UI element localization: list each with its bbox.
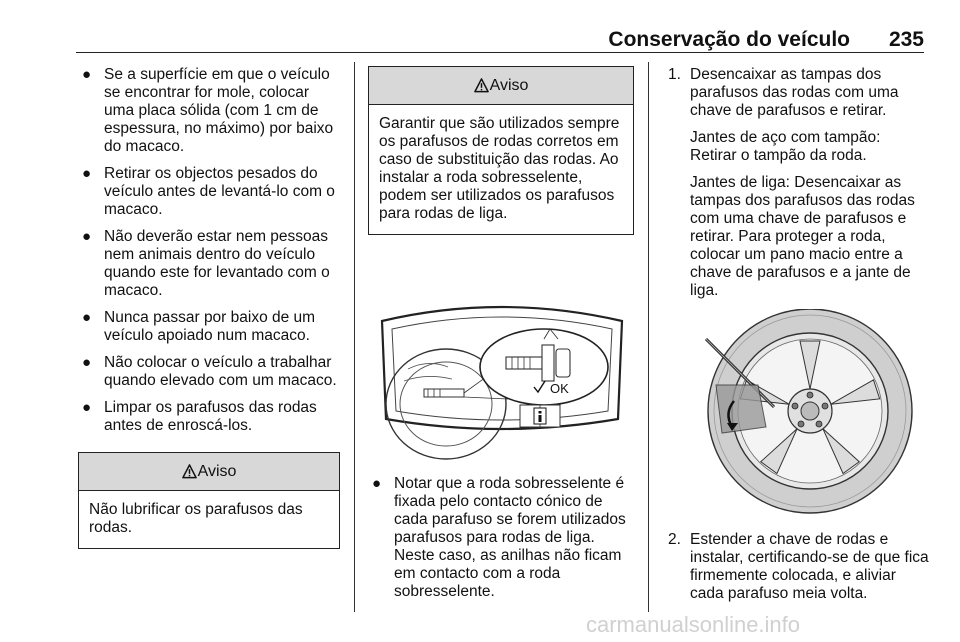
manual-info-icon — [520, 405, 560, 427]
warning-text: Garantir que são utilizados sempre os parafusos de rodas corretos em caso de substituição das rodas. Ao instalar a roda sobresselente, podem ser utilizados os parafusos para rodas de liga. — [379, 115, 620, 222]
bullet-list — [78, 66, 340, 435]
alloy-wheel-diagram — [662, 309, 930, 523]
warning-box — [368, 66, 634, 235]
wheel-bolt-illustration — [368, 249, 634, 467]
warning-header — [79, 453, 339, 491]
step-paragraph: Estender a chave de rodas e instalar, certificando-se de que fica firmemente colocada, e aliviar cada parafuso meia volta. — [690, 531, 929, 602]
alloy-wheel-illustration — [662, 309, 930, 523]
list-item: ● Limpar os parafusos das rodas antes de enroscá-los. — [82, 399, 317, 434]
bullet-icon: ● — [82, 228, 92, 245]
bullet-icon: ● — [82, 399, 92, 416]
step-list — [662, 531, 930, 603]
bullet-list — [368, 475, 634, 601]
list-item: ● Nunca passar por baixo de um veículo apoiado num macaco. — [82, 309, 316, 344]
warning-triangle-icon — [182, 464, 197, 479]
warning-title: Aviso — [197, 462, 237, 480]
column-3 — [662, 66, 930, 612]
step-item — [662, 66, 930, 300]
warning-box — [78, 452, 340, 549]
bullet-icon: ● — [82, 309, 92, 326]
list-item: ● Não deverão estar nem pessoas nem animais dentro do veículo quando este for levantado com o macaco. — [82, 228, 330, 299]
step-list — [662, 66, 930, 300]
step-paragraph: Jantes de liga: Desencaixar as tampas dos parafusos das rodas com uma chave de parafusos e retirar. Para proteger a roda, colocar um pano macio entre a chave de parafusos e a jante de liga. — [690, 174, 915, 299]
column-2 — [368, 66, 634, 610]
warning-text: Não lubrificar os parafusos das rodas. — [89, 501, 303, 536]
bullet-icon: ● — [82, 165, 92, 182]
list-item: ● Não colocar o veículo a trabalhar quando elevado com um macaco. — [82, 354, 337, 389]
warning-header — [369, 67, 633, 105]
page-number: 235 — [888, 28, 924, 51]
column-1 — [78, 66, 340, 549]
warning-triangle-icon — [474, 78, 489, 93]
list-item: ● Retirar os objectos pesados do veículo antes de levantá-lo com o macaco. — [82, 165, 335, 218]
step-number: 2. — [668, 531, 681, 548]
warning-title: Aviso — [489, 76, 529, 94]
wheel-bolt-diagram — [368, 249, 634, 467]
step-paragraph: Desencaixar as tampas dos parafusos das rodas com uma chave de parafusos e retirar. — [690, 66, 899, 119]
bullet-icon: ● — [372, 475, 382, 492]
column-divider-1 — [354, 62, 355, 612]
list-item: ● Notar que a roda sobresselente é fixada pelo contacto cónico de cada parafuso se forem utilizados parafusos para rodas de liga. Neste caso, as anilhas não ficam em contacto com a roda sobresselente. — [372, 475, 626, 600]
watermark: carmanualsonline.info — [586, 612, 801, 637]
bullet-icon: ● — [82, 354, 92, 371]
ok-label: OK — [550, 381, 569, 396]
list-item: ● Se a superfície em que o veículo se encontrar for mole, colocar uma placa sólida (com 1 cm de espessura, no máximo) por baixo do macaco. — [82, 66, 334, 155]
bullet-icon: ● — [82, 66, 92, 83]
step-paragraph: Jantes de aço com tampão: Retirar o tampão da roda. — [690, 129, 881, 164]
step-number: 1. — [668, 66, 681, 83]
page-header-title: Conservação do veículo — [608, 28, 850, 51]
step-item — [662, 531, 930, 603]
column-divider-2 — [648, 62, 649, 612]
header-rule — [76, 52, 924, 53]
